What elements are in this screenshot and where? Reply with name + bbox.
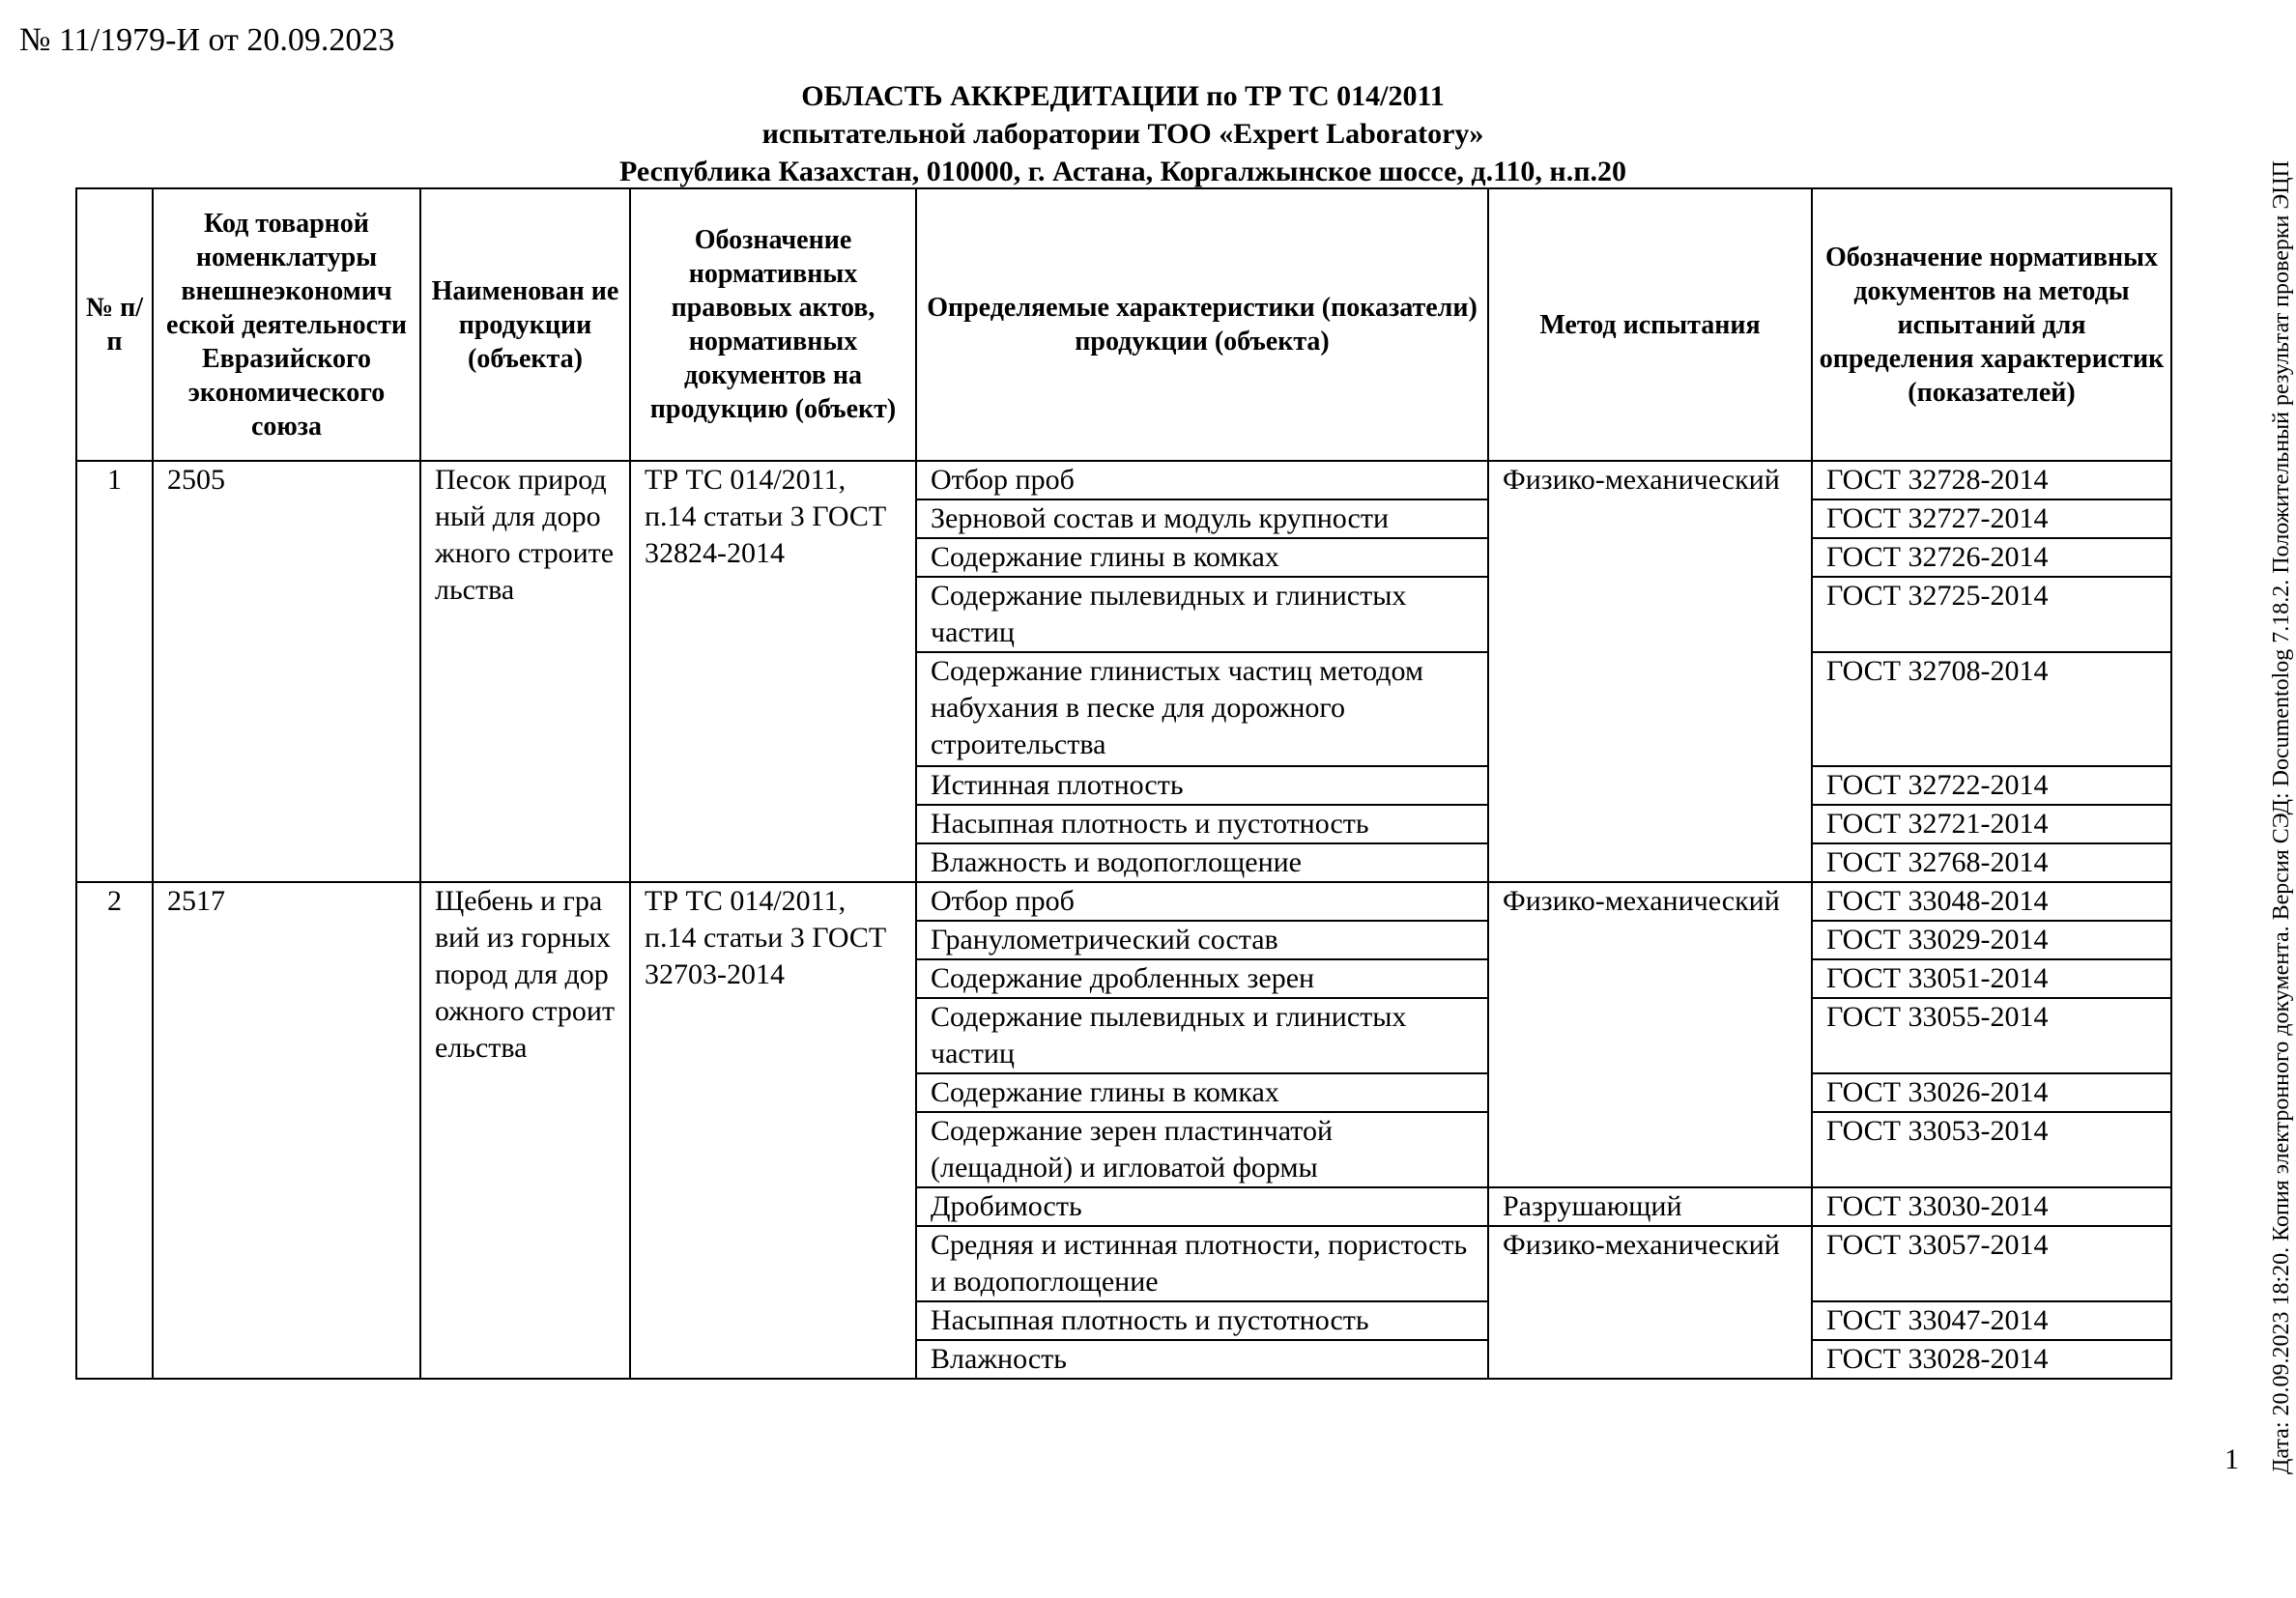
page-title: [75, 77, 2170, 190]
characteristic-cell: Содержание дробленных зерен: [916, 959, 1488, 998]
gost-cell: ГОСТ 33048-2014: [1812, 882, 2171, 921]
header-norm-docs: Обозначение нормативных правовых актов, нормативных документов на продукцию (объект): [630, 188, 916, 461]
title-line-1: ОБЛАСТЬ АККРЕДИТАЦИИ по ТР ТС 014/2011: [801, 80, 1445, 112]
gost-cell: ГОСТ 33030-2014: [1812, 1187, 2171, 1226]
header-name: Наименован ие продукции (объекта): [420, 188, 630, 461]
table-row: [76, 461, 2171, 499]
gost-cell: ГОСТ 33053-2014: [1812, 1112, 2171, 1187]
table-header-row: [76, 188, 2171, 461]
gost-cell: ГОСТ 32722-2014: [1812, 766, 2171, 805]
title-line-2: испытательной лаборатории ТОО «Expert Laboratory»: [761, 118, 1484, 150]
header-num: № п/п: [76, 188, 153, 461]
item-method: Физико-механический: [1488, 882, 1812, 1187]
gost-cell: ГОСТ 32708-2014: [1812, 652, 2171, 766]
gost-cell: ГОСТ 33047-2014: [1812, 1301, 2171, 1340]
gost-cell: ГОСТ 33029-2014: [1812, 921, 2171, 959]
characteristic-cell: Насыпная плотность и пустотность: [916, 805, 1488, 843]
header-code: Код товарной номенклатуры внешнеэкономич еской деятельности Евразийского экономического союза: [153, 188, 420, 461]
characteristic-cell: Содержание зерен пластинчатой (лещадной) и игловатой формы: [916, 1112, 1488, 1187]
gost-cell: ГОСТ 32725-2014: [1812, 577, 2171, 652]
header-characteristics: Определяемые характеристики (показатели) продукции (объекта): [916, 188, 1488, 461]
gost-cell: ГОСТ 33055-2014: [1812, 998, 2171, 1073]
gost-cell: ГОСТ 32726-2014: [1812, 538, 2171, 577]
item-norm-docs: ТР ТС 014/2011, п.14 статьи 3 ГОСТ 32824-2014: [630, 461, 916, 882]
item-code: 2517: [153, 882, 420, 1379]
characteristic-cell: Гранулометрический состав: [916, 921, 1488, 959]
page-number: 1: [2224, 1443, 2239, 1475]
gost-cell: ГОСТ 32768-2014: [1812, 843, 2171, 882]
characteristic-cell: Содержание глины в комках: [916, 1073, 1488, 1112]
item-number: 1: [76, 461, 153, 882]
item-code: 2505: [153, 461, 420, 882]
item-number: 2: [76, 882, 153, 1379]
gost-cell: ГОСТ 32728-2014: [1812, 461, 2171, 499]
header-method: Метод испытания: [1488, 188, 1812, 461]
gost-cell: ГОСТ 33028-2014: [1812, 1340, 2171, 1379]
item-name: Щебень и гравий из горных пород для дорожного строительства: [420, 882, 630, 1379]
characteristic-cell: Зерновой состав и модуль крупности: [916, 499, 1488, 538]
gost-cell: ГОСТ 33057-2014: [1812, 1226, 2171, 1301]
edms-verification-note: Дата: 20.09.2023 18:20. Копия электронного документа. Версия СЭД: Documentolog 7.18.2. Положительный результат проверки ЭЦП: [2269, 160, 2294, 1474]
gost-cell: ГОСТ 33051-2014: [1812, 959, 2171, 998]
characteristic-cell: Насыпная плотность и пустотность: [916, 1301, 1488, 1340]
characteristic-cell: Средняя и истинная плотности, пористость и водопоглощение: [916, 1226, 1488, 1301]
characteristic-cell: Содержание глинистых частиц методом набухания в песке для дорожного строительства: [916, 652, 1488, 766]
document-number: № 11/1979-И от 20.09.2023: [19, 22, 395, 58]
item-method: Физико-механический: [1488, 1226, 1812, 1379]
characteristic-cell: Содержание глины в комках: [916, 538, 1488, 577]
characteristic-cell: Отбор проб: [916, 461, 1488, 499]
characteristic-cell: Содержание пылевидных и глинистых частиц: [916, 998, 1488, 1073]
characteristic-cell: Дробимость: [916, 1187, 1488, 1226]
header-method-docs: Обозначение нормативных документов на методы испытаний для определения характеристик (показателей): [1812, 188, 2171, 461]
characteristic-cell: Влажность: [916, 1340, 1488, 1379]
gost-cell: ГОСТ 32721-2014: [1812, 805, 2171, 843]
characteristic-cell: Содержание пылевидных и глинистых частиц: [916, 577, 1488, 652]
accreditation-table: [75, 187, 2172, 1380]
characteristic-cell: Истинная плотность: [916, 766, 1488, 805]
item-norm-docs: ТР ТС 014/2011, п.14 статьи 3 ГОСТ 32703-2014: [630, 882, 916, 1379]
table-row: [76, 882, 2171, 921]
item-name: Песок природный для дорожного строительства: [420, 461, 630, 882]
item-method: Разрушающий: [1488, 1187, 1812, 1226]
gost-cell: ГОСТ 33026-2014: [1812, 1073, 2171, 1112]
title-line-3: Республика Казахстан, 010000, г. Астана, Коргалжынское шоссе, д.110, н.п.20: [618, 156, 1626, 187]
characteristic-cell: Влажность и водопоглощение: [916, 843, 1488, 882]
characteristic-cell: Отбор проб: [916, 882, 1488, 921]
gost-cell: ГОСТ 32727-2014: [1812, 499, 2171, 538]
item-method: Физико-механический: [1488, 461, 1812, 882]
